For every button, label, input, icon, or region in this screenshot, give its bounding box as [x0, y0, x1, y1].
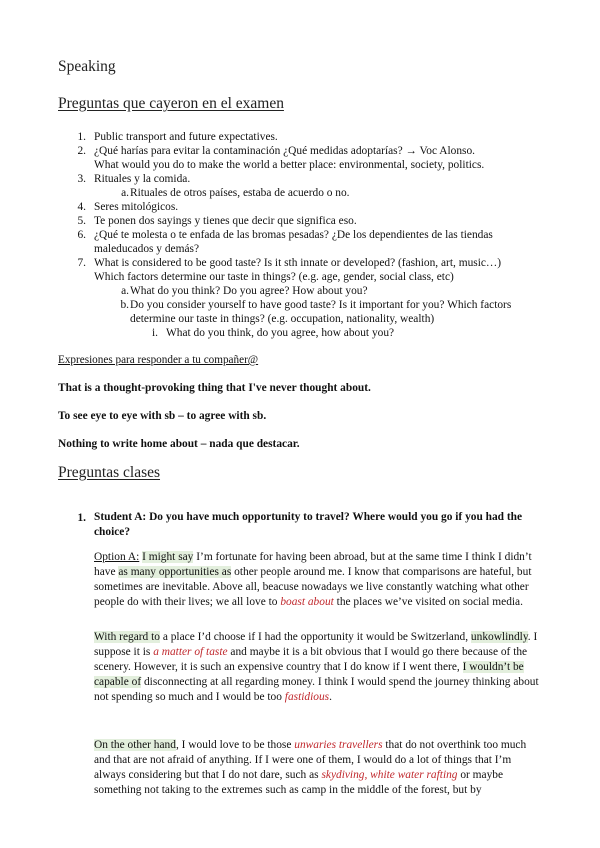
highlighted-phrase: I wouldn’t be capable of — [94, 661, 524, 688]
answer-paragraph-3 — [94, 738, 544, 798]
expressions-heading: Expresiones para responder a tu compañer@ — [58, 354, 259, 366]
list-number: 2. — [77, 145, 86, 157]
paragraph-text: and maybe it is a bit obvious that I would go there because of the scenery. However, it is such an expensive country that I do know if I went there, — [94, 646, 528, 673]
list-item-continuation: maleducados y demás? — [94, 243, 200, 255]
vocab-phrase: unwaries travellers — [294, 739, 383, 751]
sublist-item: Do you consider yourself to have good taste? Is it important for you? Which factors — [130, 299, 512, 311]
list-item-continuation: Which factors determine our taste in things? (e.g. age, gender, social class, etc) — [94, 271, 454, 283]
sublist-letter: a. — [121, 285, 129, 297]
highlighted-phrase: On the other hand — [94, 739, 176, 751]
option-label: Option A: — [94, 551, 140, 563]
sublist-item: What do you think, do you agree, how about you? — [166, 327, 395, 339]
sublist-letter: b. — [120, 299, 129, 311]
expression-item: Nothing to write home about – nada que destacar. — [58, 438, 300, 450]
sublist-item: What do you think? Do you agree? How about you? — [130, 285, 368, 297]
expression-item: To see eye to eye with sb – to agree with sb. — [58, 410, 267, 422]
paragraph-text: , I would love to be those — [175, 739, 295, 751]
sublist-item-continuation: determine our taste in things? (e.g. occupation, nationality, wealth) — [130, 313, 435, 325]
list-number: 6. — [77, 229, 86, 241]
paragraph-text: the places we’ve visited on social media. — [333, 596, 523, 608]
sublist-letter: a. — [121, 187, 129, 199]
paragraph-text: or maybe something not taking to the extremes such as camp in the middle of the forest, but by — [94, 769, 504, 796]
sublist-roman: i. — [151, 327, 158, 339]
paragraph-text: other people around me. I know that comparisons are hateful, but sometimes are inevitable. Above all, beacuse nowadays we live constantly watching what other people do with their lives; we all love to — [94, 566, 532, 608]
expression-item: That is a thought-provoking thing that I've never thought about. — [58, 382, 371, 394]
highlighted-phrase: With regard to — [94, 631, 160, 643]
answer-paragraph-1 — [94, 550, 544, 610]
vocab-phrase: a matter of taste — [153, 646, 228, 658]
section-heading-classes: Preguntas clases — [58, 464, 161, 481]
list-number: 3. — [77, 173, 86, 185]
page-title: Speaking — [58, 58, 116, 75]
question-text: Student A: Do you have much opportunity to travel? Where would you go if you had the choice? — [94, 511, 523, 538]
list-item: Rituales y la comida. — [94, 173, 191, 185]
paragraph-text: disconnecting at all regarding money. I think I would spend the journey thinking about not spending so much and I would be too — [94, 676, 539, 703]
highlighted-phrase: unkowlindly — [470, 631, 528, 643]
list-number: 4. — [77, 201, 86, 213]
list-item: ¿Qué te molesta o te enfada de las bromas pesadas? ¿De los dependientes de las tiendas — [94, 229, 493, 241]
paragraph-text: a place I’d choose if I had the opportunity it would be Switzerland, — [159, 631, 471, 643]
list-item: ¿Qué harías para evitar la contaminación ¿Qué medidas adoptarías? → Voc Alonso. — [94, 145, 476, 157]
list-number: 1. — [77, 131, 86, 143]
sublist-item: Rituales de otros países, estaba de acuerdo o no. — [130, 187, 350, 199]
paragraph-text: . I suppose it is — [94, 631, 538, 658]
list-item-continuation: What would you do to make the world a better place: environmental, society, politics. — [94, 159, 485, 171]
list-item: What is considered to be good taste? Is it sth innate or developed? (fashion, art, music…) — [94, 257, 502, 269]
list-item: Te ponen dos sayings y tienes que decir que significa eso. — [94, 215, 357, 227]
list-item: Seres mitológicos. — [94, 201, 179, 213]
highlighted-phrase: I might say — [142, 551, 194, 563]
vocab-phrase: skydiving, white water rafting — [321, 769, 458, 781]
paragraph-text: I’m fortunate for having been abroad, but at the same time I think I didn’t have — [94, 551, 532, 578]
list-number: 5. — [77, 215, 86, 227]
vocab-phrase: boast about — [280, 596, 334, 608]
paragraph-text: . — [329, 691, 332, 703]
question-number: 1. — [77, 512, 86, 524]
answer-paragraph-2 — [94, 630, 544, 705]
section-heading-exam: Preguntas que cayeron en el examen — [58, 95, 284, 112]
list-number: 7. — [77, 257, 86, 269]
highlighted-phrase: as many opportunities as — [118, 566, 232, 578]
vocab-phrase: fastidious — [284, 691, 330, 703]
list-item: Public transport and future expectatives. — [94, 131, 278, 143]
paragraph-text: that do not overthink too much and that are not afraid of anything. If I were one of them, I would do a lot of things that I’m always considering but that I do not dare, such as — [94, 739, 527, 781]
